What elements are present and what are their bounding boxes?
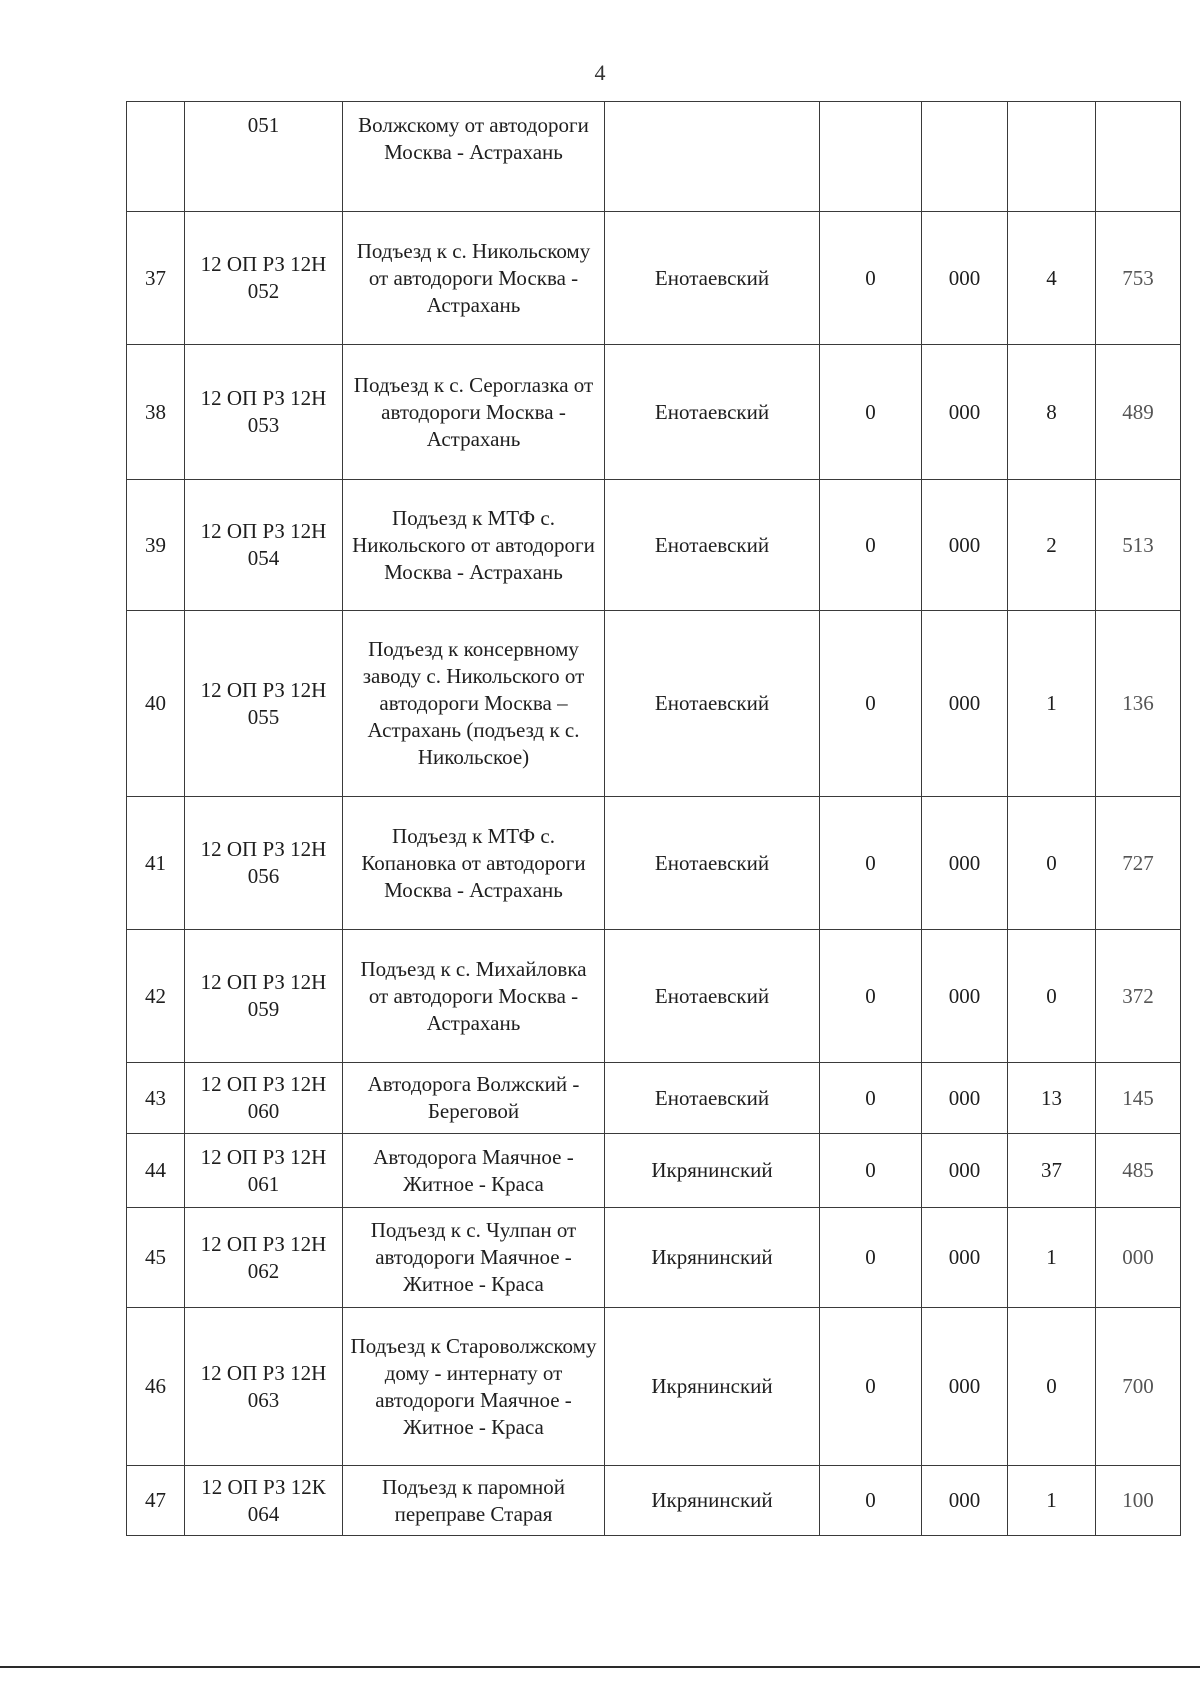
- value-cell: [922, 102, 1008, 212]
- value-cell: 000: [922, 480, 1008, 611]
- value-cell: 0: [820, 1308, 922, 1466]
- value-cell: 000: [922, 611, 1008, 797]
- value-cell: 0: [820, 1466, 922, 1536]
- table-row: [127, 1466, 1181, 1536]
- district-cell: Енотаевский: [605, 1063, 820, 1134]
- row-number-cell: 39: [127, 480, 185, 611]
- value-cell: [1096, 102, 1181, 212]
- district-cell: Енотаевский: [605, 345, 820, 480]
- value-cell: 000: [922, 1134, 1008, 1208]
- value-cell: [820, 102, 922, 212]
- road-name-cell: Подъезд к Староволжскому дому - интернату от автодороги Маячное - Житное - Краса: [343, 1308, 605, 1466]
- road-code-cell: 051: [185, 102, 343, 212]
- road-code-cell: 12 ОП РЗ 12Н 059: [185, 930, 343, 1063]
- value-cell: [1008, 102, 1096, 212]
- value-cell: 2: [1008, 480, 1096, 611]
- table-row: [127, 1308, 1181, 1466]
- row-number-cell: 42: [127, 930, 185, 1063]
- table-row: [127, 797, 1181, 930]
- district-cell: Енотаевский: [605, 480, 820, 611]
- value-cell: 100: [1096, 1466, 1181, 1536]
- table-row: [127, 345, 1181, 480]
- table-row: [127, 102, 1181, 212]
- road-code-cell: 12 ОП РЗ 12Н 061: [185, 1134, 343, 1208]
- value-cell: 000: [922, 1063, 1008, 1134]
- bottom-rule: [0, 1666, 1200, 1668]
- table-row: [127, 1063, 1181, 1134]
- value-cell: 0: [820, 611, 922, 797]
- value-cell: 513: [1096, 480, 1181, 611]
- road-code-cell: 12 ОП РЗ 12Н 053: [185, 345, 343, 480]
- road-code-cell: 12 ОП РЗ 12Н 062: [185, 1208, 343, 1308]
- row-number-cell: [127, 102, 185, 212]
- road-code-cell: 12 ОП РЗ 12Н 055: [185, 611, 343, 797]
- table-row: [127, 212, 1181, 345]
- road-name-cell: Подъезд к консервному заводу с. Никольского от автодороги Москва – Астрахань (подъезд к с. Никольское): [343, 611, 605, 797]
- value-cell: 000: [922, 797, 1008, 930]
- road-name-cell: Подъезд к МТФ с. Копановка от автодороги Москва - Астрахань: [343, 797, 605, 930]
- district-cell: [605, 102, 820, 212]
- district-cell: Енотаевский: [605, 212, 820, 345]
- value-cell: 000: [922, 212, 1008, 345]
- road-code-cell: 12 ОП РЗ 12Н 056: [185, 797, 343, 930]
- value-cell: 0: [820, 1063, 922, 1134]
- value-cell: 000: [922, 1208, 1008, 1308]
- road-name-cell: Подъезд к с. Сероглазка от автодороги Москва - Астрахань: [343, 345, 605, 480]
- row-number-cell: 38: [127, 345, 185, 480]
- row-number-cell: 46: [127, 1308, 185, 1466]
- district-cell: Икрянинский: [605, 1466, 820, 1536]
- row-number-cell: 44: [127, 1134, 185, 1208]
- district-cell: Икрянинский: [605, 1134, 820, 1208]
- road-name-cell: Подъезд к с. Никольскому от автодороги Москва - Астрахань: [343, 212, 605, 345]
- row-number-cell: 37: [127, 212, 185, 345]
- page-number: 4: [594, 60, 606, 85]
- road-code-cell: 12 ОП РЗ 12Н 063: [185, 1308, 343, 1466]
- value-cell: 37: [1008, 1134, 1096, 1208]
- road-code-cell: 12 ОП РЗ 12Н 052: [185, 212, 343, 345]
- district-cell: Икрянинский: [605, 1208, 820, 1308]
- table-row: [127, 930, 1181, 1063]
- table-row: [127, 1208, 1181, 1308]
- road-name-cell: Волжскому от автодороги Москва - Астрахань: [343, 102, 605, 212]
- road-name-cell: Подъезд к паромной переправе Старая: [343, 1466, 605, 1536]
- district-cell: Енотаевский: [605, 611, 820, 797]
- road-name-cell: Подъезд к с. Чулпан от автодороги Маячное - Житное - Краса: [343, 1208, 605, 1308]
- value-cell: 000: [922, 930, 1008, 1063]
- value-cell: 0: [820, 1134, 922, 1208]
- road-name-cell: Подъезд к с. Михайловка от автодороги Москва - Астрахань: [343, 930, 605, 1063]
- row-number-cell: 45: [127, 1208, 185, 1308]
- district-cell: Енотаевский: [605, 797, 820, 930]
- value-cell: 372: [1096, 930, 1181, 1063]
- value-cell: 000: [922, 345, 1008, 480]
- value-cell: 145: [1096, 1063, 1181, 1134]
- value-cell: 0: [1008, 797, 1096, 930]
- value-cell: 1: [1008, 611, 1096, 797]
- value-cell: 1: [1008, 1208, 1096, 1308]
- value-cell: 0: [820, 345, 922, 480]
- row-number-cell: 47: [127, 1466, 185, 1536]
- road-name-cell: Автодорога Маячное - Житное - Краса: [343, 1134, 605, 1208]
- value-cell: 1: [1008, 1466, 1096, 1536]
- value-cell: 700: [1096, 1308, 1181, 1466]
- value-cell: 136: [1096, 611, 1181, 797]
- value-cell: 0: [1008, 930, 1096, 1063]
- district-cell: Икрянинский: [605, 1308, 820, 1466]
- value-cell: 4: [1008, 212, 1096, 345]
- road-code-cell: 12 ОП РЗ 12Н 060: [185, 1063, 343, 1134]
- value-cell: 0: [820, 1208, 922, 1308]
- value-cell: 0: [820, 480, 922, 611]
- value-cell: 000: [922, 1308, 1008, 1466]
- value-cell: 485: [1096, 1134, 1181, 1208]
- value-cell: 727: [1096, 797, 1181, 930]
- district-cell: Енотаевский: [605, 930, 820, 1063]
- value-cell: 0: [820, 930, 922, 1063]
- row-number-cell: 43: [127, 1063, 185, 1134]
- roads-table-body: [127, 102, 1181, 1536]
- value-cell: 0: [1008, 1308, 1096, 1466]
- value-cell: 8: [1008, 345, 1096, 480]
- value-cell: 0: [820, 797, 922, 930]
- roads-table: [126, 101, 1181, 1536]
- value-cell: 13: [1008, 1063, 1096, 1134]
- road-code-cell: 12 ОП РЗ 12К 064: [185, 1466, 343, 1536]
- road-name-cell: Автодорога Волжский - Береговой: [343, 1063, 605, 1134]
- value-cell: 000: [922, 1466, 1008, 1536]
- value-cell: 0: [820, 212, 922, 345]
- road-name-cell: Подъезд к МТФ с. Никольского от автодороги Москва - Астрахань: [343, 480, 605, 611]
- road-code-cell: 12 ОП РЗ 12Н 054: [185, 480, 343, 611]
- value-cell: 753: [1096, 212, 1181, 345]
- row-number-cell: 40: [127, 611, 185, 797]
- value-cell: 000: [1096, 1208, 1181, 1308]
- table-row: [127, 480, 1181, 611]
- table-row: [127, 1134, 1181, 1208]
- value-cell: 489: [1096, 345, 1181, 480]
- table-row: [127, 611, 1181, 797]
- row-number-cell: 41: [127, 797, 185, 930]
